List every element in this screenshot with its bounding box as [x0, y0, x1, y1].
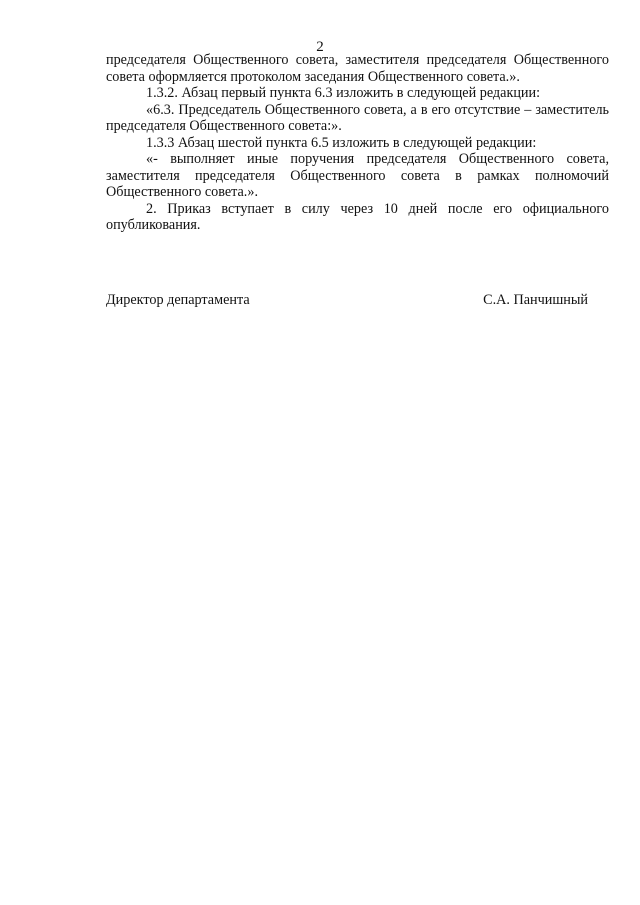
paragraph-amendment-1-3-3: 1.3.3 Абзац шестой пункта 6.5 изложить в следующей редакции: [146, 134, 537, 151]
paragraph-quote-6-3: «6.3. Председатель Общественного совета, а в его отсутствие – заместитель председателя Общественного совета:». [106, 101, 609, 134]
paragraph-quote-6-5: «- выполняет иные поручения председателя Общественного совета, заместителя председателя Общественного совета в рамках полномочий Общественного совета.». [106, 151, 609, 200]
paragraph-amendment-1-3-2: 1.3.2. Абзац первый пункта 6.3 изложить в следующей редакции: [146, 85, 541, 101]
page-number: 2 [316, 39, 324, 55]
signature-block [106, 292, 588, 309]
signer-name: С.А. Панчишный [483, 292, 588, 308]
document-body [106, 52, 609, 234]
paragraph-effective-date: 2. Приказ вступает в силу через 10 дней после его официального опубликования. [106, 200, 609, 233]
paragraph-continuation: председателя Общественного совета, заместителя председателя Общественного совета оформляется протоколом заседания Общественного совета.». [106, 52, 609, 85]
signer-position: Директор департамента [106, 292, 250, 308]
